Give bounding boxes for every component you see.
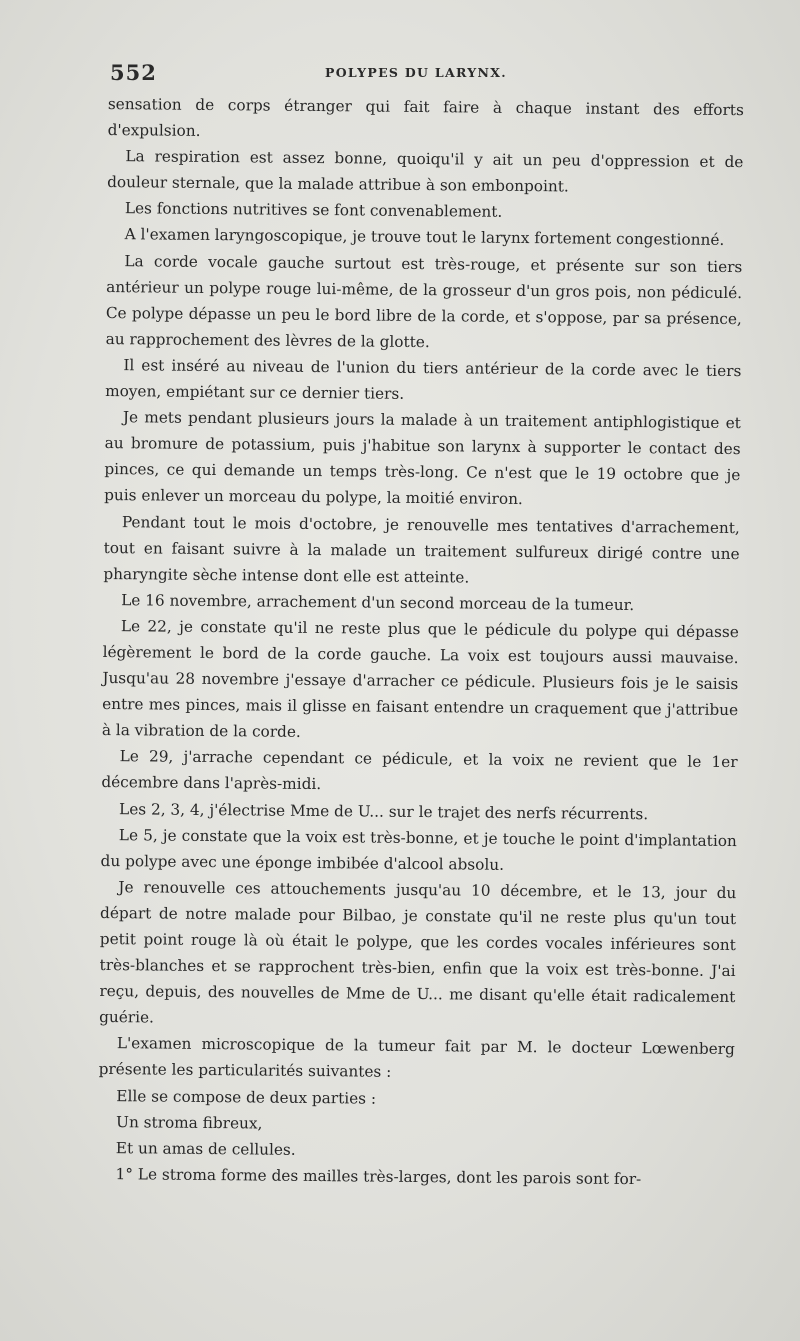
- paragraph: 1° Le stroma forme des mailles très-larges, dont les parois sont for-: [115, 1164, 642, 1189]
- paragraph: Elle se compose de deux parties :: [116, 1086, 377, 1108]
- paragraph: Et un amas de cellules.: [115, 1138, 296, 1159]
- page-number: 552: [110, 60, 157, 85]
- paragraph: Les fonctions nutritives se font convenablement.: [124, 199, 503, 222]
- paragraph: A l'examen laryngoscopique, je trouve tout le larynx fortement congestionné.: [124, 225, 725, 250]
- paragraph: L'examen microscopique de la tumeur fait par M. le docteur Lœwenberg présente les particularités suivantes :: [98, 1034, 735, 1082]
- paragraph: Le 29, j'arrache cependant ce pédicule, et la voix ne revient que le 1er décembre dans l'après-midi.: [101, 747, 738, 794]
- body-text: [97, 91, 743, 1193]
- page-header: [110, 60, 750, 86]
- paragraph: Le 5, je constate que la voix est très-bonne, et je touche le point d'implantation du polype avec une éponge imbibée d'alcool absolu.: [100, 825, 737, 874]
- paragraph: Pendant tout le mois d'octobre, je renouvelle mes tentatives d'arrachement, tout en faisant suivre à la malade un traitement sulfureux dirigé contre une pharyngite sèche intense dont elle est atteinte.: [103, 512, 740, 587]
- paragraph: La respiration est assez bonne, quoiqu'il y ait un peu d'oppression et de douleur sternale, que la malade attribue à son embonpoint.: [107, 147, 744, 196]
- paragraph: sensation de corps étranger qui fait faire à chaque instant des efforts d'expulsion.: [107, 94, 744, 140]
- paragraph: La corde vocale gauche surtout est très-rouge, et présente sur son tiers antérieur un polype rouge lui-même, de la grosseur d'un gros pois, non pédiculé. Ce polype dépasse un peu le bord libre de la corde, et s'oppose, par sa présence, au rapprochement des lèvres de la glotte.: [105, 251, 743, 351]
- paragraph: Je renouvelle ces attouchements jusqu'au 10 décembre, et le 13, jour du départ de notre malade pour Bilbao, je constate qu'il ne reste plus qu'un tout petit point rouge là où était le polype, que les cordes vocales inférieures sont très-blanches et se rapprochent très-bien, enfin que la voix est très-bonne. J'ai reçu, depuis, des nouvelles de Mme de U... me disant qu'elle était radicalement guérie.: [99, 877, 737, 1027]
- paragraph: Le 16 novembre, arrachement d'un second morceau de la tumeur.: [121, 590, 635, 614]
- running-title: POLYPES DU LARYNX.: [325, 65, 507, 80]
- paragraph: Un stroma fibreux,: [116, 1112, 263, 1133]
- paragraph: Le 22, je constate qu'il ne reste plus que le pédicule du polype qui dépasse légèrement le bord de la corde gauche. La voix est toujours aussi mauvaise. Jusqu'au 28 novembre j'essaye d'arracher ce pédicule. Plusieurs fois je le saisis entre mes pinces, mais il glisse en faisant entendre un craquement que j'attribue à la vibration de la corde.: [101, 617, 739, 742]
- paragraph: Les 2, 3, 4, j'électrise Mme de U... sur le trajet des nerfs récurrents.: [119, 799, 649, 823]
- paragraph: Je mets pendant plusieurs jours la malade à un traitement antiphlogistique et au bromure de potassium, puis j'habitue son larynx à supporter le contact des pinces, ce qui demande un temps très-long. Ce n'est que le 19 octobre que je puis enlever un morceau du polype, la moitié environ.: [104, 408, 741, 509]
- paragraph: Il est inséré au niveau de l'union du tiers antérieur de la corde avec le tiers moyen, empiétant sur ce dernier tiers.: [105, 356, 742, 403]
